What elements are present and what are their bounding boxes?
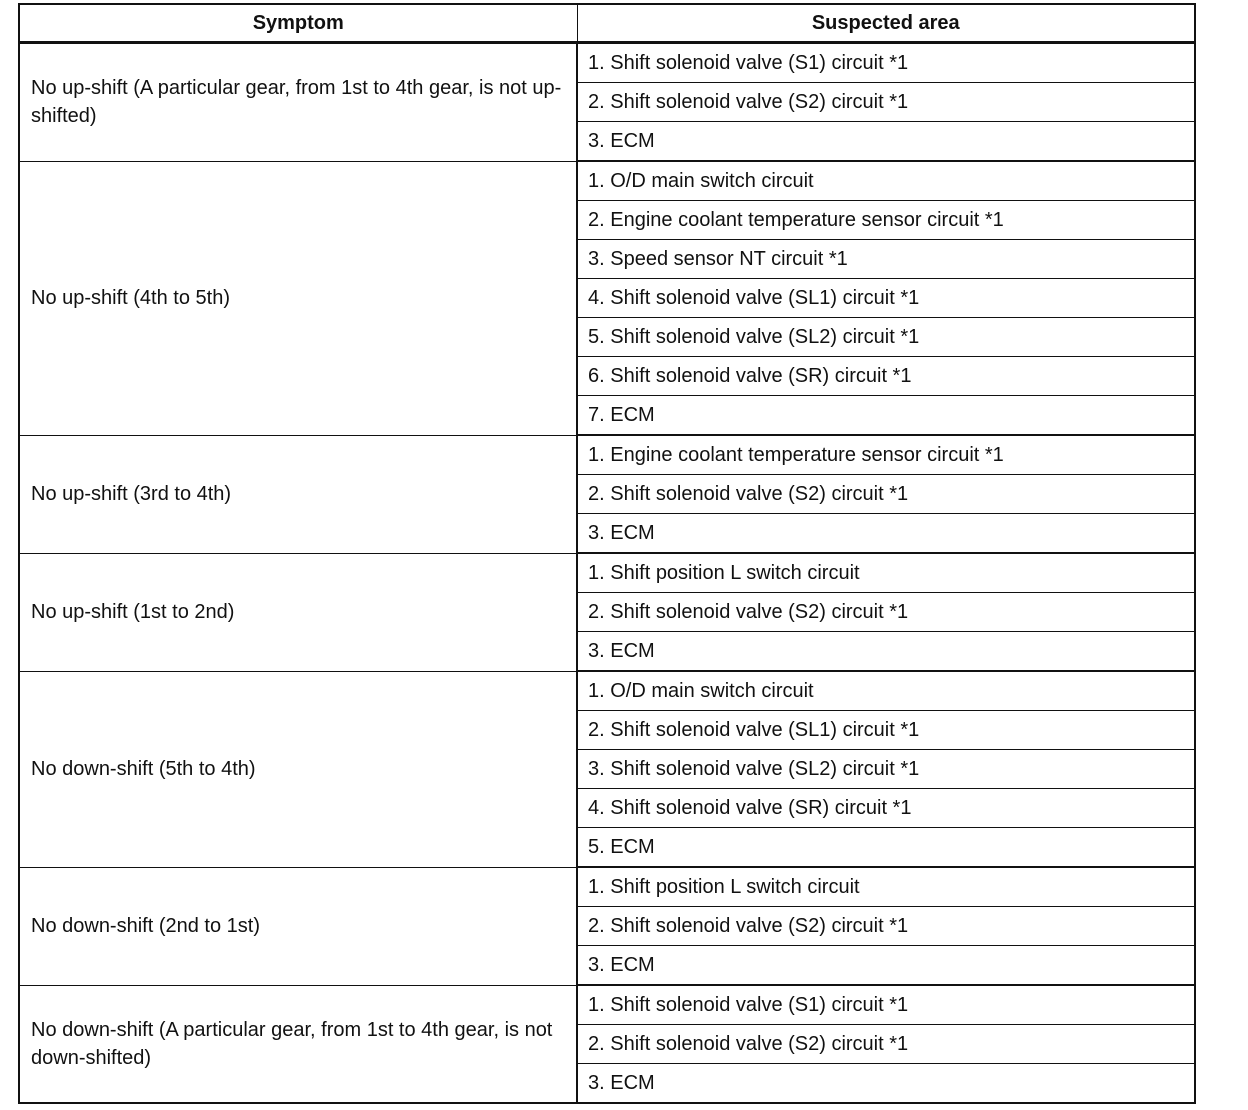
symptom-cell: No up-shift (A particular gear, from 1st to 4th gear, is not up-shifted): [19, 43, 577, 162]
symptom-cell: No up-shift (1st to 2nd): [19, 553, 577, 671]
suspected-area-cell: 3. ECM: [577, 122, 1195, 162]
suspected-area-cell: 3. ECM: [577, 514, 1195, 554]
suspected-area-cell: 2. Shift solenoid valve (S2) circuit *1: [577, 1025, 1195, 1064]
diagnosis-table: [18, 3, 1196, 1104]
suspected-area-cell: 3. Speed sensor NT circuit *1: [577, 240, 1195, 279]
suspected-area-cell: 2. Shift solenoid valve (S2) circuit *1: [577, 907, 1195, 946]
suspected-area-cell: 1. Engine coolant temperature sensor circuit *1: [577, 435, 1195, 475]
suspected-area-cell: 3. ECM: [577, 632, 1195, 672]
header-symptom: Symptom: [19, 4, 577, 43]
suspected-area-cell: 1. O/D main switch circuit: [577, 671, 1195, 711]
table-body: [19, 43, 1195, 1104]
suspected-area-cell: 5. Shift solenoid valve (SL2) circuit *1: [577, 318, 1195, 357]
suspected-area-cell: 3. ECM: [577, 1064, 1195, 1104]
table-row: [19, 671, 1195, 711]
table-row: [19, 161, 1195, 201]
table-row: [19, 985, 1195, 1025]
suspected-area-cell: 1. Shift position L switch circuit: [577, 553, 1195, 593]
suspected-area-cell: 2. Shift solenoid valve (S2) circuit *1: [577, 593, 1195, 632]
suspected-area-cell: 5. ECM: [577, 828, 1195, 868]
table-row: [19, 867, 1195, 907]
table-row: [19, 553, 1195, 593]
symptom-cell: No down-shift (2nd to 1st): [19, 867, 577, 985]
suspected-area-cell: 4. Shift solenoid valve (SL1) circuit *1: [577, 279, 1195, 318]
suspected-area-cell: 3. Shift solenoid valve (SL2) circuit *1: [577, 750, 1195, 789]
suspected-area-cell: 2. Shift solenoid valve (S2) circuit *1: [577, 475, 1195, 514]
suspected-area-cell: 7. ECM: [577, 396, 1195, 436]
suspected-area-cell: 1. Shift position L switch circuit: [577, 867, 1195, 907]
symptom-cell: No up-shift (4th to 5th): [19, 161, 577, 435]
suspected-area-cell: 2. Engine coolant temperature sensor circuit *1: [577, 201, 1195, 240]
suspected-area-cell: 2. Shift solenoid valve (S2) circuit *1: [577, 83, 1195, 122]
header-suspected-area: Suspected area: [577, 4, 1195, 43]
symptom-cell: No up-shift (3rd to 4th): [19, 435, 577, 553]
suspected-area-cell: 6. Shift solenoid valve (SR) circuit *1: [577, 357, 1195, 396]
table-row: [19, 43, 1195, 83]
suspected-area-cell: 1. O/D main switch circuit: [577, 161, 1195, 201]
suspected-area-cell: 1. Shift solenoid valve (S1) circuit *1: [577, 43, 1195, 83]
symptom-cell: No down-shift (5th to 4th): [19, 671, 577, 867]
table-row: [19, 435, 1195, 475]
symptom-cell: No down-shift (A particular gear, from 1st to 4th gear, is not down-shifted): [19, 985, 577, 1103]
suspected-area-cell: 2. Shift solenoid valve (SL1) circuit *1: [577, 711, 1195, 750]
header-row: [19, 4, 1195, 43]
suspected-area-cell: 3. ECM: [577, 946, 1195, 986]
suspected-area-cell: 4. Shift solenoid valve (SR) circuit *1: [577, 789, 1195, 828]
suspected-area-cell: 1. Shift solenoid valve (S1) circuit *1: [577, 985, 1195, 1025]
